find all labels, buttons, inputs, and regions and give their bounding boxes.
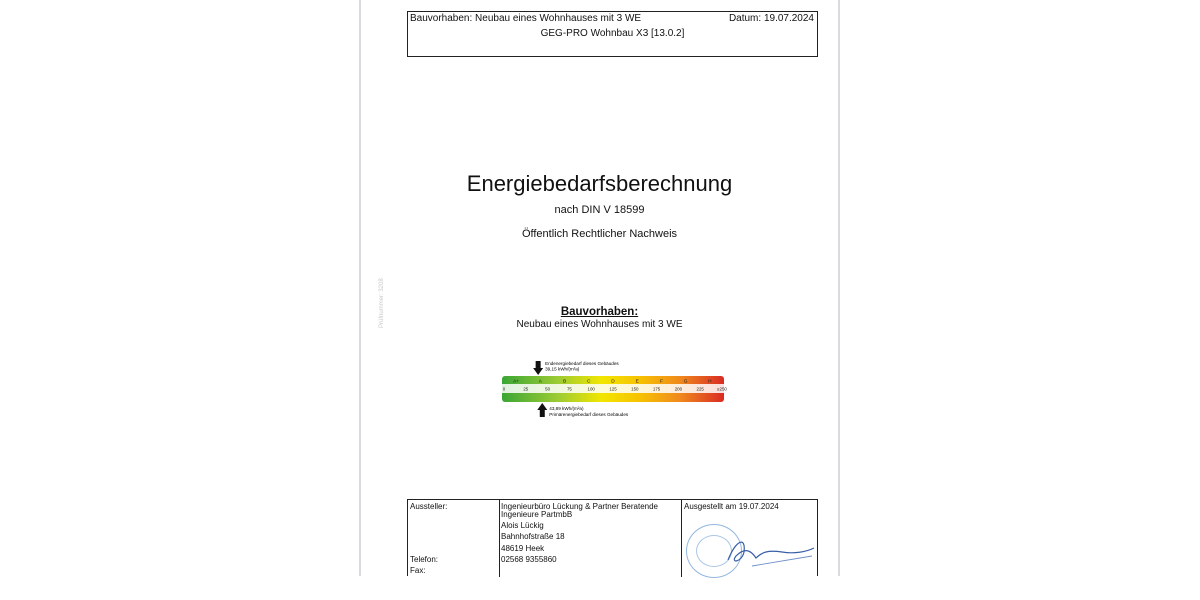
issuer-line: 48619 Heek [501, 544, 545, 553]
energy-tick-label: 100 [587, 386, 595, 392]
issued-date: Ausgestellt am 19.07.2024 [684, 502, 779, 511]
document-title: Energiebedarfsberechnung [466, 171, 733, 196]
phone-label: Telefon: [410, 555, 439, 564]
energy-scale [500, 359, 727, 421]
primary-energy-arrow [537, 403, 547, 417]
energy-class-label: E [635, 379, 639, 385]
document-proof: Öffentlich Rechtlicher Nachweis [521, 228, 678, 240]
energy-class-label: H [708, 379, 712, 385]
energy-tick-label: 150 [631, 386, 639, 392]
primary-energy-value: 43,89 kWh/(m²a) [549, 406, 584, 411]
energy-tick-label: ≥250 [717, 386, 727, 392]
energy-tick-label: 50 [545, 386, 551, 392]
energy-tick-label: 125 [609, 386, 617, 392]
issuer-line: Ingenieure PartmbB [501, 510, 573, 519]
side-text: Prüfnummer: 3208 [379, 278, 385, 328]
issuer-label-column [408, 500, 500, 577]
issuer-line: Ingenieurbüro Lückung & Partner Beratende [501, 502, 658, 511]
energy-class-label: B [562, 379, 567, 385]
project-name: Neubau eines Wohnhauses mit 3 WE [516, 319, 683, 330]
header-date: Datum: 19.07.2024 [728, 13, 814, 24]
energy-class-label: A+ [513, 379, 520, 385]
energy-tick-label: 200 [674, 386, 683, 392]
energy-tick-label: 75 [566, 386, 572, 392]
issuer-phone: 02568 9355860 [501, 555, 557, 564]
energy-class-label: D [611, 379, 615, 385]
signature-image [722, 530, 818, 570]
issuer-details-column [499, 500, 682, 577]
document-norm: nach DIN V 18599 [554, 204, 645, 216]
project-heading: Bauvorhaben: [560, 306, 639, 318]
energy-class-label: A [538, 379, 542, 385]
energy-tick-label: 25 [523, 386, 529, 392]
energy-class-label: C [587, 379, 591, 385]
energy-tick-label: 175 [652, 386, 661, 392]
issue-date-column [682, 500, 818, 577]
issuer-line: Alois Lückig [501, 521, 544, 530]
header-software: GEG-PRO Wohnbau X3 [13.0.2] [540, 28, 685, 39]
page-header [407, 11, 818, 57]
energy-tick-label: 0 [502, 386, 506, 392]
issuer-table [407, 499, 818, 576]
end-energy-value: 39,15 kWh/(m²a) [545, 366, 580, 372]
issuer-line: Bahnhofstraße 18 [501, 532, 565, 541]
end-energy-arrow [533, 361, 543, 375]
energy-tick-label: 225 [696, 386, 704, 392]
issuer-label: Aussteller: [410, 502, 448, 511]
document-page [359, 0, 840, 576]
end-energy-label: Endenergiebedarf dieses Gebäudes [545, 361, 619, 366]
energy-class-label: G [683, 379, 688, 385]
primary-energy-label: Primärenergiebedarf dieses Gebäudes [549, 412, 629, 417]
header-project: Bauvorhaben: Neubau eines Wohnhauses mit 3 WE [410, 13, 642, 24]
fax-label: Fax: [410, 566, 426, 575]
energy-class-label: F [659, 379, 663, 385]
